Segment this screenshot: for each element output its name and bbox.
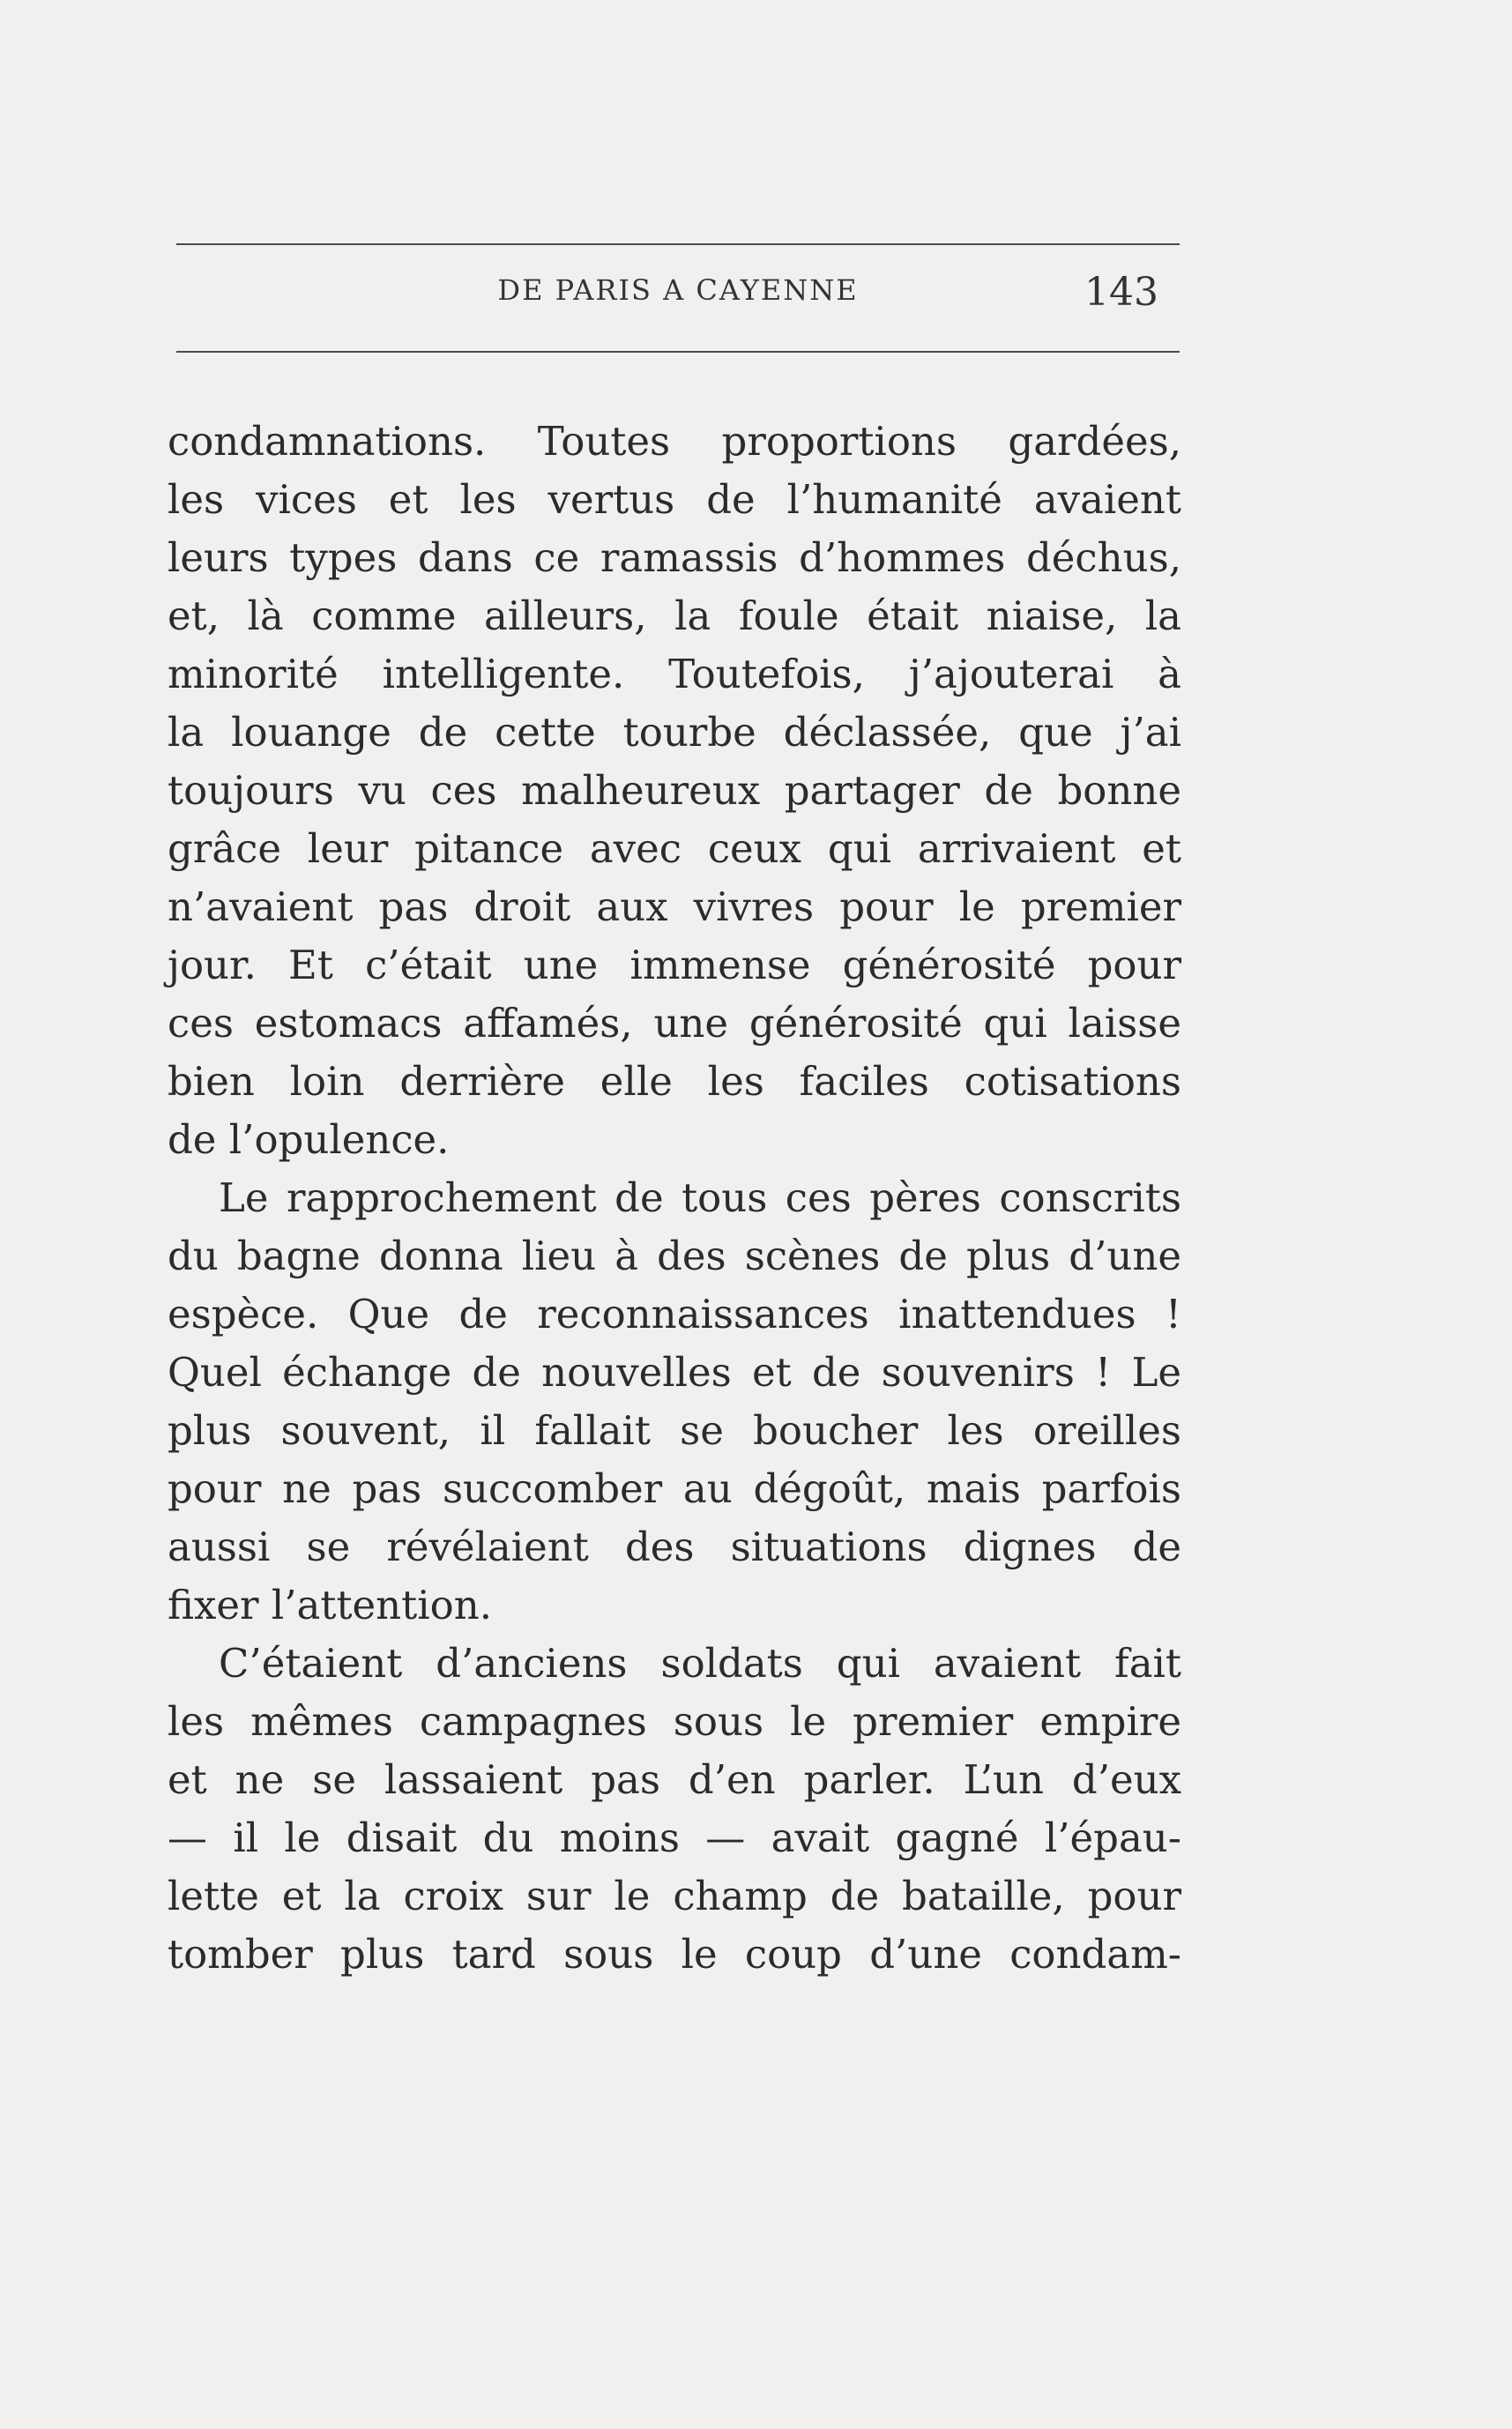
text-line: aussi se révélaient des situations dignes de: [168, 1524, 1181, 1570]
text-line: du bagne donna lieu à des scènes de plus d’une: [168, 1233, 1181, 1279]
header-bottom-rule: [176, 351, 1180, 353]
paragraph-3: [168, 1635, 1181, 1984]
text-line: plus souvent, il fallait se boucher les oreilles: [168, 1407, 1181, 1454]
paragraph-2: [168, 1169, 1181, 1635]
text-line: minorité intelligente. Toutefois, j’ajouterai à: [168, 651, 1181, 697]
text-line: Quel échange de nouvelles et de souvenirs ! Le: [168, 1349, 1181, 1396]
text-line: les vices et les vertus de l’humanité avaient: [168, 476, 1181, 523]
text-line: jour. Et c’était une immense générosité pour: [168, 942, 1181, 988]
paragraph-1: [168, 413, 1181, 1169]
running-title: DE PARIS A CAYENNE: [497, 273, 859, 307]
text-line: espèce. Que de reconnaissances inattendues !: [168, 1291, 1181, 1337]
text-line: de l’opulence.: [168, 1116, 450, 1163]
text-line: les mêmes campagnes sous le premier empire: [168, 1698, 1181, 1745]
text-line: toujours vu ces malheureux partager de bonne: [168, 767, 1181, 814]
running-head: [176, 270, 1180, 326]
text-line: leurs types dans ce ramassis d’hommes déchus,: [168, 534, 1181, 581]
text-line: fixer l’attention.: [168, 1582, 492, 1628]
text-line: — il le disait du moins — avait gagné l’épau-: [168, 1814, 1181, 1861]
text-line: pour ne pas succomber au dégoût, mais parfois: [168, 1465, 1181, 1512]
text-line: grâce leur pitance avec ceux qui arrivaient et: [168, 825, 1181, 872]
header-top-rule: [176, 243, 1180, 245]
text-line: lette et la croix sur le champ de bataille, pour: [168, 1873, 1181, 1919]
text-line: et ne se lassaient pas d’en parler. L’un d’eux: [168, 1756, 1181, 1803]
body-text: [168, 413, 1181, 1984]
text-line: ces estomacs affamés, une générosité qui laisse: [168, 1000, 1181, 1047]
text-line: tomber plus tard sous le coup d’une condam-: [168, 1931, 1181, 1978]
text-line: Le rapprochement de tous ces pères conscrits: [219, 1174, 1181, 1221]
text-line: condamnations. Toutes proportions gardées,: [168, 418, 1181, 465]
text-line: la louange de cette tourbe déclassée, que j’ai: [168, 709, 1181, 756]
text-line: bien loin derrière elle les faciles cotisations: [168, 1058, 1181, 1105]
text-line: et, là comme ailleurs, la foule était niaise, la: [168, 592, 1181, 639]
text-line: n’avaient pas droit aux vivres pour le premier: [168, 883, 1181, 930]
page-number: 143: [1084, 270, 1158, 315]
text-line: C’étaient d’anciens soldats qui avaient fait: [219, 1640, 1181, 1687]
